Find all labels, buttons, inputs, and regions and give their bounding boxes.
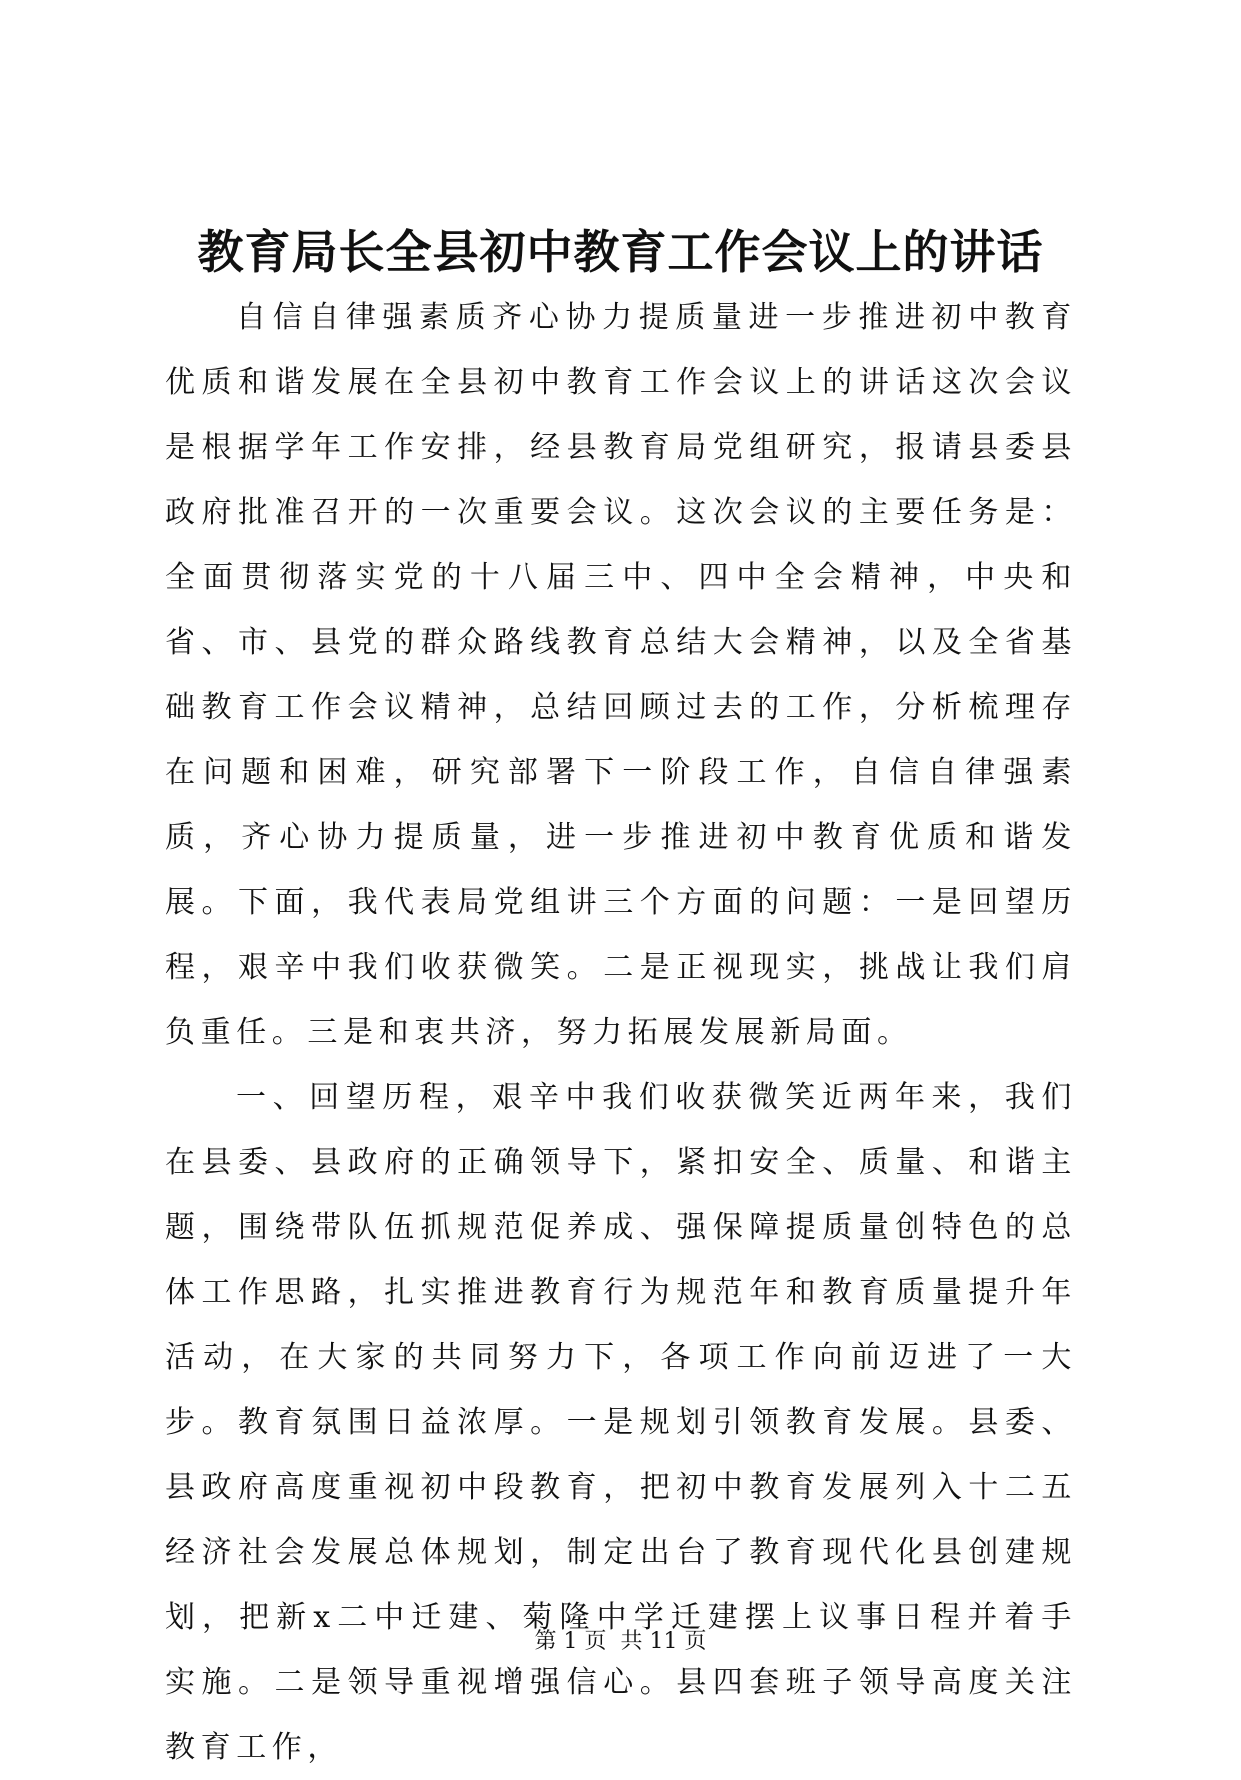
document-body xyxy=(165,285,1077,1780)
paragraph-section-one: 一、回望历程，艰辛中我们收获微笑近两年来，我们在县委、县政府的正确领导下，紧扣安全、质量、和谐主题，围绕带队伍抓规范促养成、强保障提质量创特色的总体工作思路，扎实推进教育行为规范年和教育质量提升年活动，在大家的共同努力下，各项工作向前迈进了一大步。教育氛围日益浓厚。一是规划引领教育发展。县委、县政府高度重视初中段教育，把初中教育发展列入十二五经济社会发展总体规划，制定出台了教育现代化县创建规划，把新x二中迁建、菊隆中学迁建摆上议事日程并着手实施。二是领导重视增强信心。县四套班子领导高度关注教育工作， xyxy=(165,1080,1077,1765)
paragraph-intro: 自信自律强素质齐心协力提质量进一步推进初中教育优质和谐发展在全县初中教育工作会议上的讲话这次会议是根据学年工作安排，经县教育局党组研究，报请县委县政府批准召开的一次重要会议。这次会议的主要任务是：全面贯彻落实党的十八届三中、四中全会精神，中央和省、市、县党的群众路线教育总结大会精神，以及全省基础教育工作会议精神，总结回顾过去的工作，分析梳理存在问题和困难，研究部署下一阶段工作，自信自律强素质，齐心协力提质量，进一步推进初中教育优质和谐发展。下面，我代表局党组讲三个方面的问题：一是回望历程，艰辛中我们收获微笑。二是正视现实，挑战让我们肩负重任。三是和衷共济，努力拓展发展新局面。 xyxy=(165,300,1077,1050)
document-title: 教育局长全县初中教育工作会议上的讲话 xyxy=(197,225,1044,279)
page-footer xyxy=(0,1627,1241,1657)
page-number-label: 第 1 页 共 11 页 xyxy=(534,1629,707,1654)
